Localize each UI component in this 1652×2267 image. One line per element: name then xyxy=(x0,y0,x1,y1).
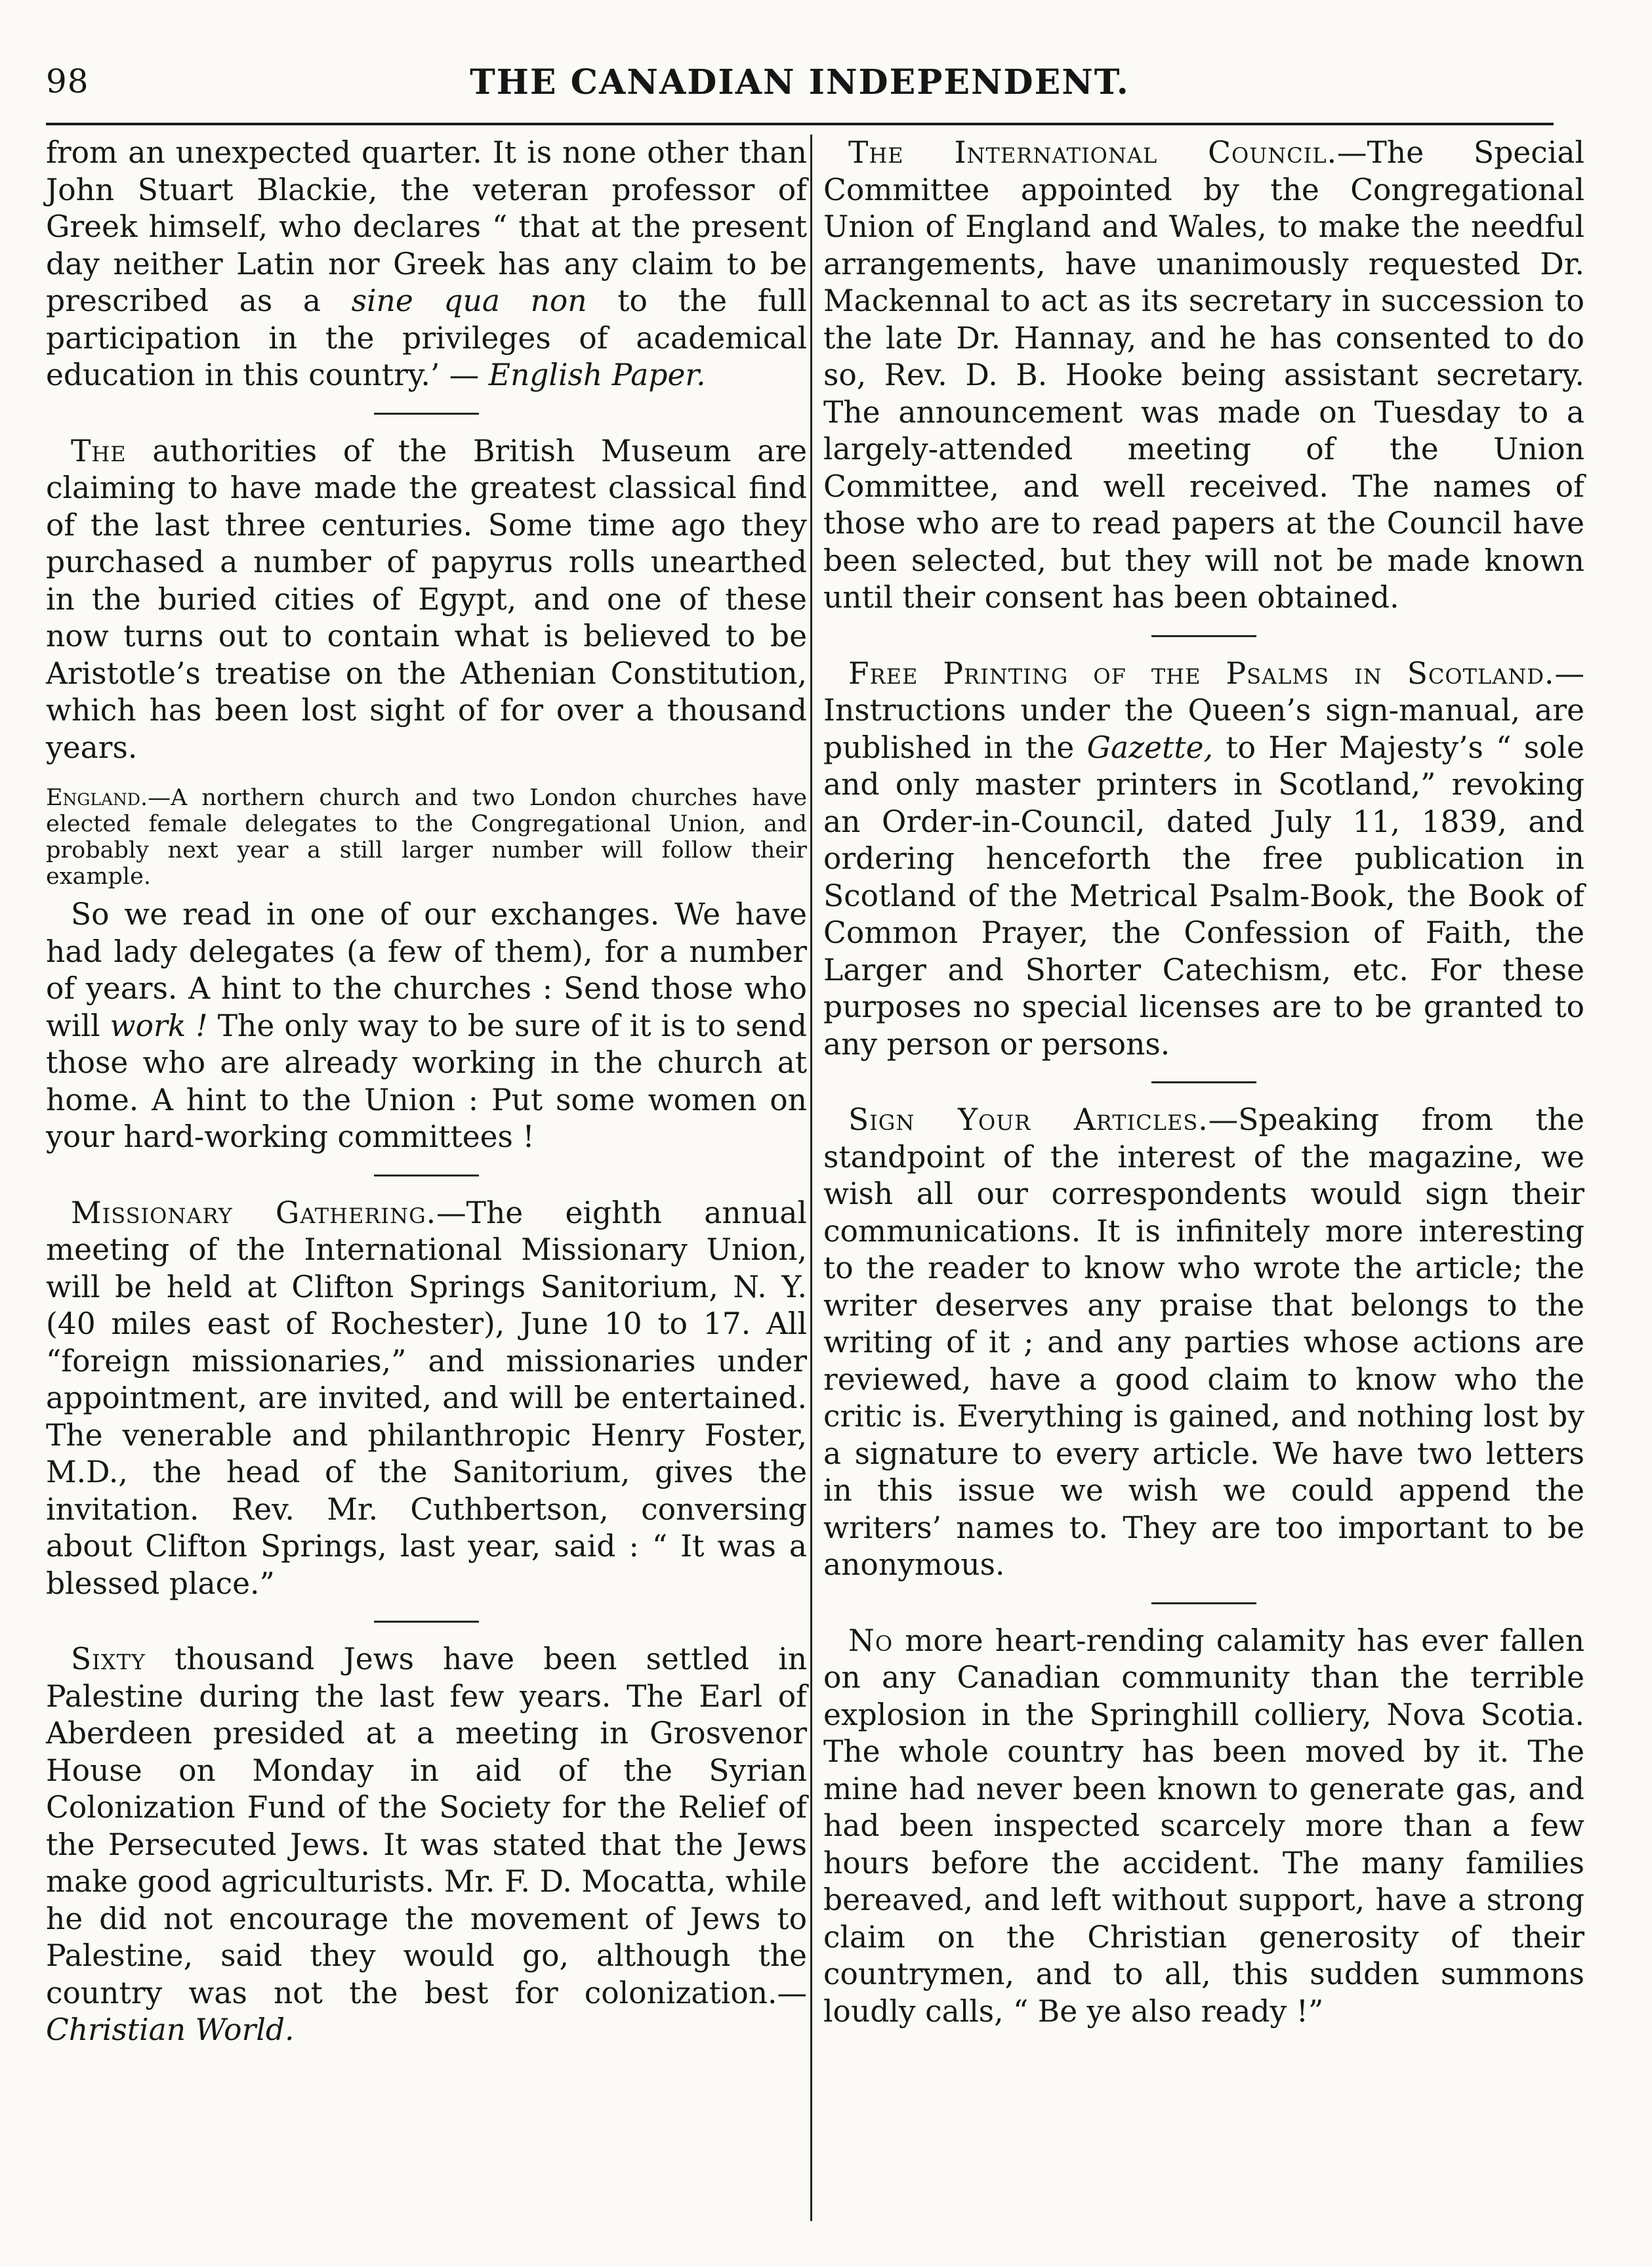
text-run: —Instructions under the Queen’s sign-manual, are published in the xyxy=(823,655,1584,765)
article-body: more heart-rending calamity has ever fallen on any Canadian community than the terrible explosion in the Springhill colliery, Nova Scotia. The whole country has been moved by it. The mine had never been known to generate gas, and had been inspected scarcely more than a few hours before the accident. The many families bereaved, and left without support, have a strong claim on the Christian generosity of their countrymen, and to all, this sudden summons loudly calls, “ Be ye also ready !” xyxy=(823,1623,1584,2029)
article-body: —Speaking from the standpoint of the interest of the magazine, we wish all our correspondents would sign their communications. It is infinitely more interesting to the reader to know who wrote the article; the writer deserves any praise that belongs to the writing of it ; and any parties whose actions are reviewed, have a good claim to know who the critic is. Everything is gained, and nothing lost by a signature to every article. We have two letters in this issue we wish we could append the writers’ names to. They are too important to be anonymous. xyxy=(823,1102,1584,1582)
article-blackie-continued xyxy=(46,135,807,394)
lead-word: No xyxy=(848,1623,894,1658)
article-jews-palestine xyxy=(46,1641,807,2049)
emphasis-word: work ! xyxy=(110,1008,208,1043)
article-psalms-printing xyxy=(823,655,1584,1064)
lead-word: The xyxy=(71,433,127,468)
article-international-council xyxy=(823,135,1584,617)
article-missionary-gathering xyxy=(46,1195,807,1603)
column-rule xyxy=(810,135,812,2221)
article-body: authorities of the British Museum are claiming to have made the greatest classical find of the last three centuries. Some time ago they purchased a number of papyrus rolls unearthed in the buried cities of Egypt, and one of these now turns out to contain what is believed to be Aristotle’s treatise on the Athenian Constitution, which has been lost sight of for over a thousand years. xyxy=(46,433,807,765)
text-run: So we read in one of our exchanges. We have had lady delegates (a few of them), for a number of years. A hint to the churches : Send those who will xyxy=(46,897,807,1043)
article-sign-your-articles xyxy=(823,1102,1584,1584)
article-body: —The Special Committee appointed by the Congregational Union of England and Wales, to make the needful arrangements, have unanimously requested Dr. Mackennal to act as its secretary in succession to the late Dr. Hannay, and he has consented to do so, Rev. D. B. Hooke being assistant secretary. The announcement was made on Tuesday to a largely-attended meeting of the Union Committee, and well received. The names of those who are to read papers at the Council have been selected, but they will not be made known until their consent has been obtained. xyxy=(823,135,1584,615)
article-body: thousand Jews have been settled in Palestine during the last few years. The Earl of Aberdeen presided at a meeting in Grosvenor House on Monday in aid of the Syrian Colonization Fund of the Society for the Relief of the Persecuted Jews. It was stated that the Jews make good agriculturists. Mr. F. D. Mocatta, while he did not encourage the movement of Jews to Palestine, said they would go, although the country was not the best for colonization.— xyxy=(46,1642,807,2010)
note-body: —A northern church and two London churches have elected female delegates to the Congregational Union, and probably next year a still larger number will follow their example. xyxy=(46,785,807,890)
article-body: —The eighth annual meeting of the International Missionary Union, will be held at Clifton Springs Sanitorium, N. Y. (40 miles east of Rochester), June 10 to 17. All “foreign missionaries,” and missionaries under appointment, are invited, and will be entertained. The venerable and philanthropic Henry Foster, M.D., the head of the Sanitorium, gives the invitation. Rev. Mr. Cuthbertson, conversing about Clifton Springs, last year, said : “ It was a blessed place.” xyxy=(46,1195,807,1601)
running-title: THE CANADIAN INDEPENDENT. xyxy=(470,62,1130,102)
lead-word: Sixty xyxy=(71,1642,146,1676)
text-run: to the full participation in the privileges of academical education in this country.’ — xyxy=(46,283,807,392)
section-divider xyxy=(1151,1602,1256,1604)
section-divider xyxy=(374,413,479,415)
article-heading: Missionary Gathering. xyxy=(71,1195,437,1230)
latin-phrase: sine qua non xyxy=(351,283,587,318)
article-springhill-explosion xyxy=(823,1623,1584,2031)
page-header xyxy=(46,62,1554,125)
source-credit: English Paper. xyxy=(488,358,706,392)
section-divider xyxy=(1151,635,1256,637)
section-divider xyxy=(1151,1081,1256,1083)
left-column xyxy=(46,135,807,2221)
article-british-museum xyxy=(46,433,807,767)
text-run: The only way to be sure of it is to send those who are already working in the church at home. A hint to the Union : Put some women on your hard-working committees ! xyxy=(46,1008,807,1154)
source-credit: Christian World. xyxy=(46,2012,295,2047)
article-heading: Sign Your Articles. xyxy=(848,1102,1208,1137)
publication-name: Gazette, xyxy=(1086,730,1214,765)
right-column xyxy=(823,135,1584,2221)
article-heading: The International Council. xyxy=(848,135,1338,170)
note-heading: England. xyxy=(46,785,148,811)
article-lady-delegates xyxy=(46,896,807,1156)
quoted-note-england xyxy=(46,785,807,890)
page-number: 98 xyxy=(46,62,89,100)
article-heading: Free Printing of the Psalms in Scotland. xyxy=(848,655,1555,691)
section-divider xyxy=(374,1175,479,1176)
text-run: to Her Majesty’s “ sole and only master printers in Scotland,” revoking an Order-in-Council, dated July 11, 1839, and ordering henceforth the free publication in Scotland of the Metrical Psalm-Book, the Book of Common Prayer, the Confession of Faith, the Larger and Shorter Catechism, etc. For these purposes no special licenses are to be granted to any person or persons. xyxy=(823,730,1584,1062)
text-run: from an unexpected quarter. It is none other than John Stuart Blackie, the veteran professor of Greek himself, who declares “ that at the present day neither Latin nor Greek has any claim to be prescribed as a xyxy=(46,135,807,318)
section-divider xyxy=(374,1621,479,1623)
